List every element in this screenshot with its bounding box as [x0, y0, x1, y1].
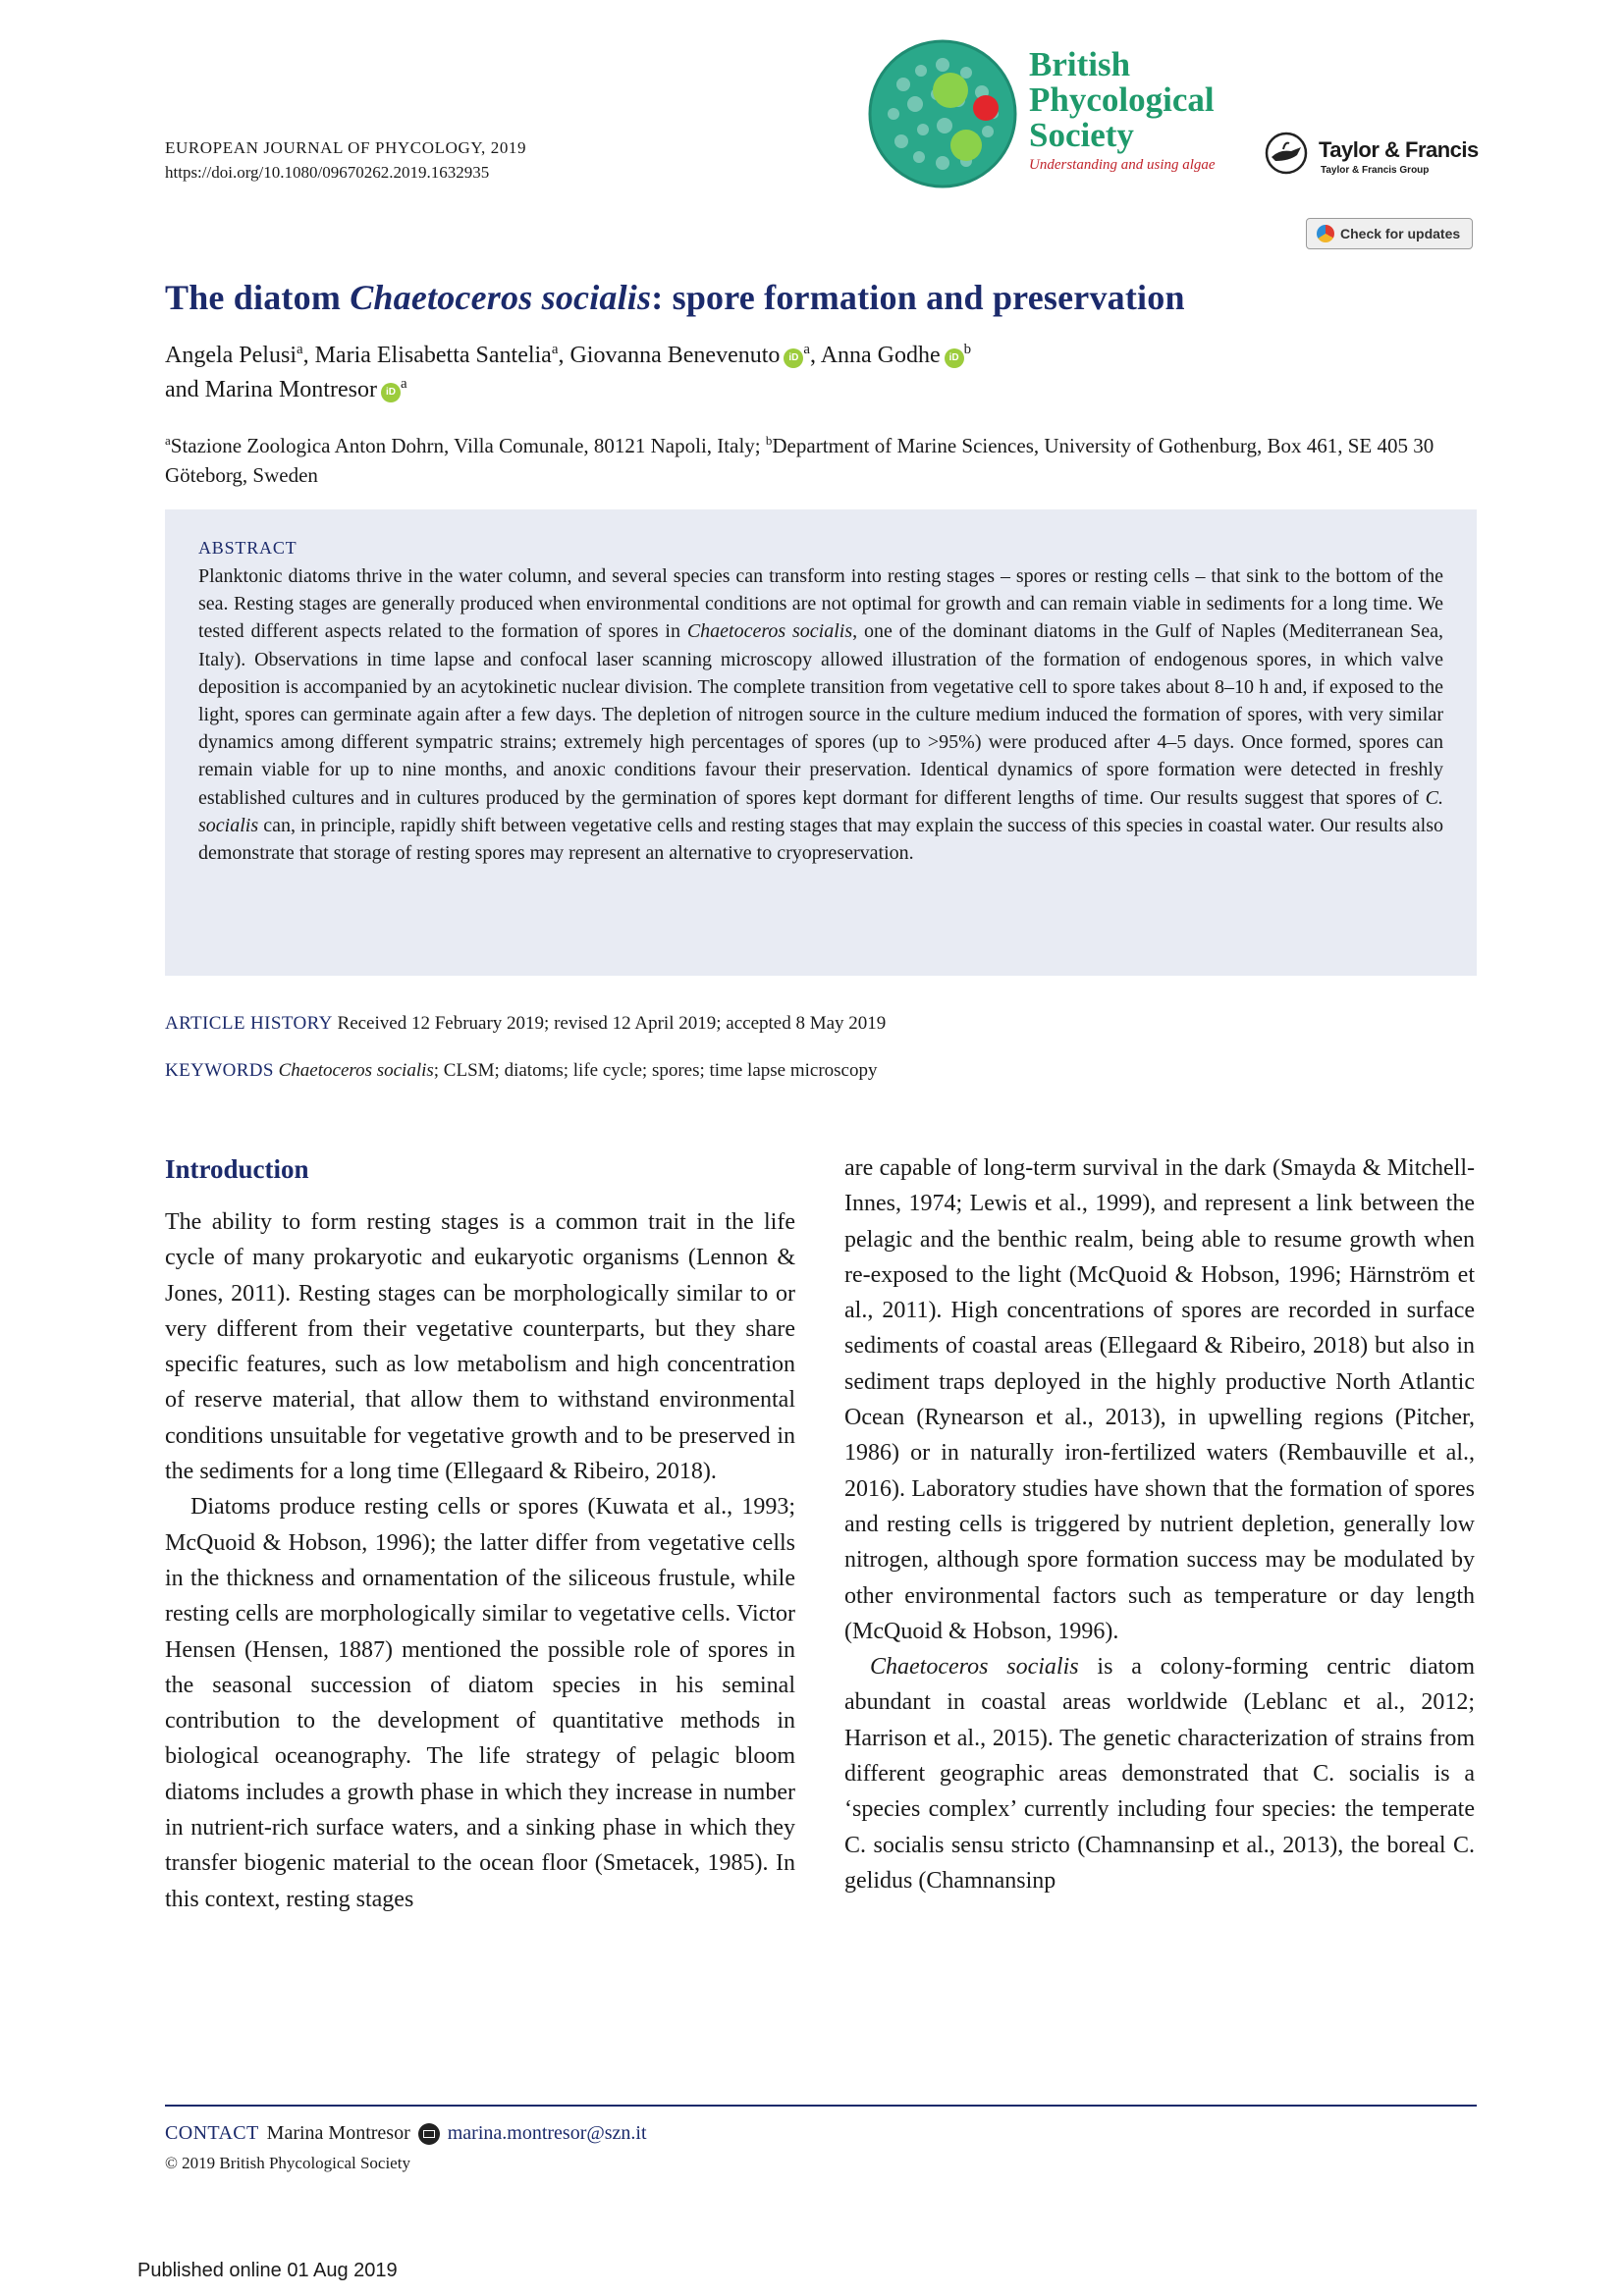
article-history [165, 1013, 886, 1035]
article-title [165, 277, 1185, 318]
author-name[interactable]: Angela Pelusi [165, 343, 297, 368]
abstract-text [198, 562, 1443, 867]
contact-label: CONTACT [165, 2122, 259, 2144]
copyright: © 2019 British Phycological Society [165, 2154, 410, 2172]
affil-marker: a [551, 342, 559, 357]
bps-logo-icon [864, 35, 1021, 192]
taylor-francis-name: Taylor & Francis [1319, 137, 1479, 162]
journal-name: EUROPEAN JOURNAL OF PHYCOLOGY, 2019 [165, 138, 527, 157]
article-history-dates: Received 12 February 2019; revised 12 April 2019; accepted 8 May 2019 [332, 1013, 887, 1034]
check-for-updates-button[interactable] [1306, 218, 1473, 249]
body-column-right [844, 1150, 1475, 1898]
affil-marker: a [803, 342, 810, 357]
author-sep: , [558, 343, 570, 368]
contact-line [165, 2122, 647, 2145]
abstract-species: Chaetoceros socialis [686, 620, 853, 643]
section-heading-introduction: Introduction [165, 1154, 309, 1184]
affil-marker: b [963, 342, 972, 357]
paragraph [844, 1649, 1475, 1898]
keyword-species: Chaetoceros socialis [278, 1060, 434, 1081]
orcid-icon[interactable]: iD [945, 348, 964, 368]
abstract-part: Planktonic diatoms thrive in the water column, and several species can transform into resting stages – spores or resting cells – that sink to the bottom of the sea. Resting stages are generally produced when environmental conditions are not optimal for growth and can remain viable in sediments for a long time. We tested different aspects related to the formation of spores in [198, 565, 1443, 643]
author-list-line2 [165, 376, 407, 403]
abstract-part: , one of the dominant diatoms in the Gulf of Naples (Mediterranean Sea, Italy). Observations in time lapse and confocal laser scanning microscopy allowed illustration of the formation of endogenous spores, in which valve deposition is accompanied by an acytokinetic nuclear division. The complete transition from vegetative cell to spore takes about 8–10 h and, if exposed to the light, spores can germinate again after a few days. The depletion of nitrogen source in the culture medium induced the formation of spores, with very similar dynamics among different sympatric strains; extremely high percentages of spores (up to >95%) were produced after 4–5 days. Once formed, spores can remain viable for up to nine months, and anoxic conditions favour their preservation. Identical dynamics of spore formation were detected in freshly established cultures and in cultures produced by the germination of spores kept dormant for different lengths of time. Our results suggest that spores of [198, 620, 1443, 809]
keywords [165, 1060, 877, 1082]
orcid-icon[interactable]: iD [784, 348, 803, 368]
taylor-francis-lamp-icon [1262, 132, 1311, 175]
affil-marker: b [765, 433, 773, 448]
author-name[interactable]: Giovanna Benevenuto [569, 343, 781, 368]
crossmark-icon [1317, 225, 1334, 242]
affil-marker: a [400, 376, 407, 392]
article-history-label: ARTICLE HISTORY [165, 1013, 333, 1034]
author-name[interactable]: Marina Montresor [204, 377, 377, 402]
envelope-icon [418, 2123, 440, 2145]
contact-name: Marina Montresor [266, 2122, 410, 2144]
body-column-left [165, 1204, 795, 1917]
bps-name-line: Phycological [1029, 80, 1215, 119]
keywords-label: KEYWORDS [165, 1060, 274, 1081]
author-sep: , [302, 343, 315, 368]
taylor-francis-group: Taylor & Francis Group [1321, 165, 1430, 176]
affiliation-a: Stazione Zoologica Anton Dohrn, Villa Comunale, 80121 Napoli, Italy; [170, 434, 766, 457]
published-online: Published online 01 Aug 2019 [137, 2260, 398, 2281]
author-name[interactable]: Maria Elisabetta Santelia [314, 343, 552, 368]
title-part: The diatom [165, 278, 351, 317]
author-name[interactable]: Anna Godhe [820, 343, 941, 368]
paragraph: The ability to form resting stages is a common trait in the life cycle of many prokaryotic and eukaryotic organisms (Lennon & Jones, 2011). Resting stages can be morphologically similar to or very different from their vegetative counterparts, but they share specific features, such as low metabolism and high concentration of reserve material, that allow them to withstand environmental conditions unsuitable for vegetative growth and to be preserved in the sediments for a long time (Ellegaard & Ribeiro, 2018). [165, 1209, 795, 1485]
check-for-updates-label: Check for updates [1340, 226, 1461, 241]
affil-marker: a [165, 433, 171, 448]
affiliation-b: Department of Marine Sciences, University of Gothenburg, Box 461, SE 405 30 Göteborg, Sweden [165, 434, 1435, 487]
paragraph: are capable of long-term survival in the dark (Smayda & Mitchell-Innes, 1974; Lewis et al., 1999), and represent a link between the pelagic and the benthic realm, being able to resume growth when re-exposed to the light (McQuoid & Hobson, 1996; Härnström et al., 2011). High concentrations of spores are recorded in surface sediments of coastal areas (Ellegaard & Ribeiro, 2018) but also in sediment traps deployed in the highly productive North Atlantic Ocean (Rynearson et al., 2013), in upwelling regions (Pitcher, 1986) or in naturally iron-fertilized waters (Rembauville et al., 2016). Laboratory studies have shown that the formation of spores and resting cells is triggered by nutrient depletion, generally low nitrogen, although spore formation success may be modulated by other environmental factors such as temperature or day length (McQuoid & Hobson, 1996). [844, 1155, 1475, 1644]
affil-marker: a [296, 342, 303, 357]
title-species: Chaetoceros socialis [350, 278, 652, 317]
affiliations [165, 426, 1481, 490]
species-name: Chaetoceros socialis [870, 1654, 1079, 1681]
abstract-part: can, in principle, rapidly shift between vegetative cells and resting stages that may explain the success of this species in coastal water. Our results also demonstrate that storage of resting spores may represent an alternative to cryopreservation. [198, 814, 1443, 865]
bps-tagline: Understanding and using algae [1029, 157, 1216, 173]
bps-name [1029, 47, 1215, 153]
doi-link[interactable]: https://doi.org/10.1080/09670262.2019.1632935 [165, 163, 490, 182]
paragraph-text: is a colony-forming centric diatom abundant in coastal areas worldwide (Leblanc et al., 2012; Harrison et al., 2015). The genetic characterization of strains from different geographic areas demonstrated that C. socialis is a ‘species complex’ currently including four species: the temperate C. socialis sensu stricto (Chamnansinp et al., 2013), the boreal C. gelidus (Chamnansinp [844, 1654, 1475, 1894]
paragraph: Diatoms produce resting cells or spores (Kuwata et al., 1993; McQuoid & Hobson, 1996); the latter differ from vegetative cells in the thickness and ornamentation of the siliceous frustule, while resting cells are morphologically similar to vegetative cells. Victor Hensen (Hensen, 1887) mentioned the possible role of spores in the seasonal succession of diatom species in his seminal contribution to the development of quantitative methods in biological oceanography. The life strategy of pelagic bloom diatoms includes a growth phase in which they increase in number in nutrient-rich surface waters, and a sinking phase in which they transfer biogenic material to the ocean floor (Smetacek, 1985). In this context, resting stages [165, 1494, 795, 1912]
orcid-icon[interactable]: iD [381, 383, 401, 402]
bps-name-line: British [1029, 45, 1131, 83]
keywords-list: ; CLSM; diatoms; life cycle; spores; time lapse microscopy [433, 1060, 878, 1081]
footer-divider [165, 2105, 1477, 2107]
title-part: : spore formation and preservation [651, 278, 1185, 317]
abstract-species: C. socialis [198, 786, 1443, 836]
author-sep: , [810, 343, 821, 368]
abstract-label: ABSTRACT [198, 538, 298, 558]
contact-email-link[interactable]: marina.montresor@szn.it [447, 2122, 647, 2144]
author-and: and [165, 377, 205, 402]
bps-name-line: Society [1029, 116, 1134, 154]
author-list [165, 342, 971, 369]
